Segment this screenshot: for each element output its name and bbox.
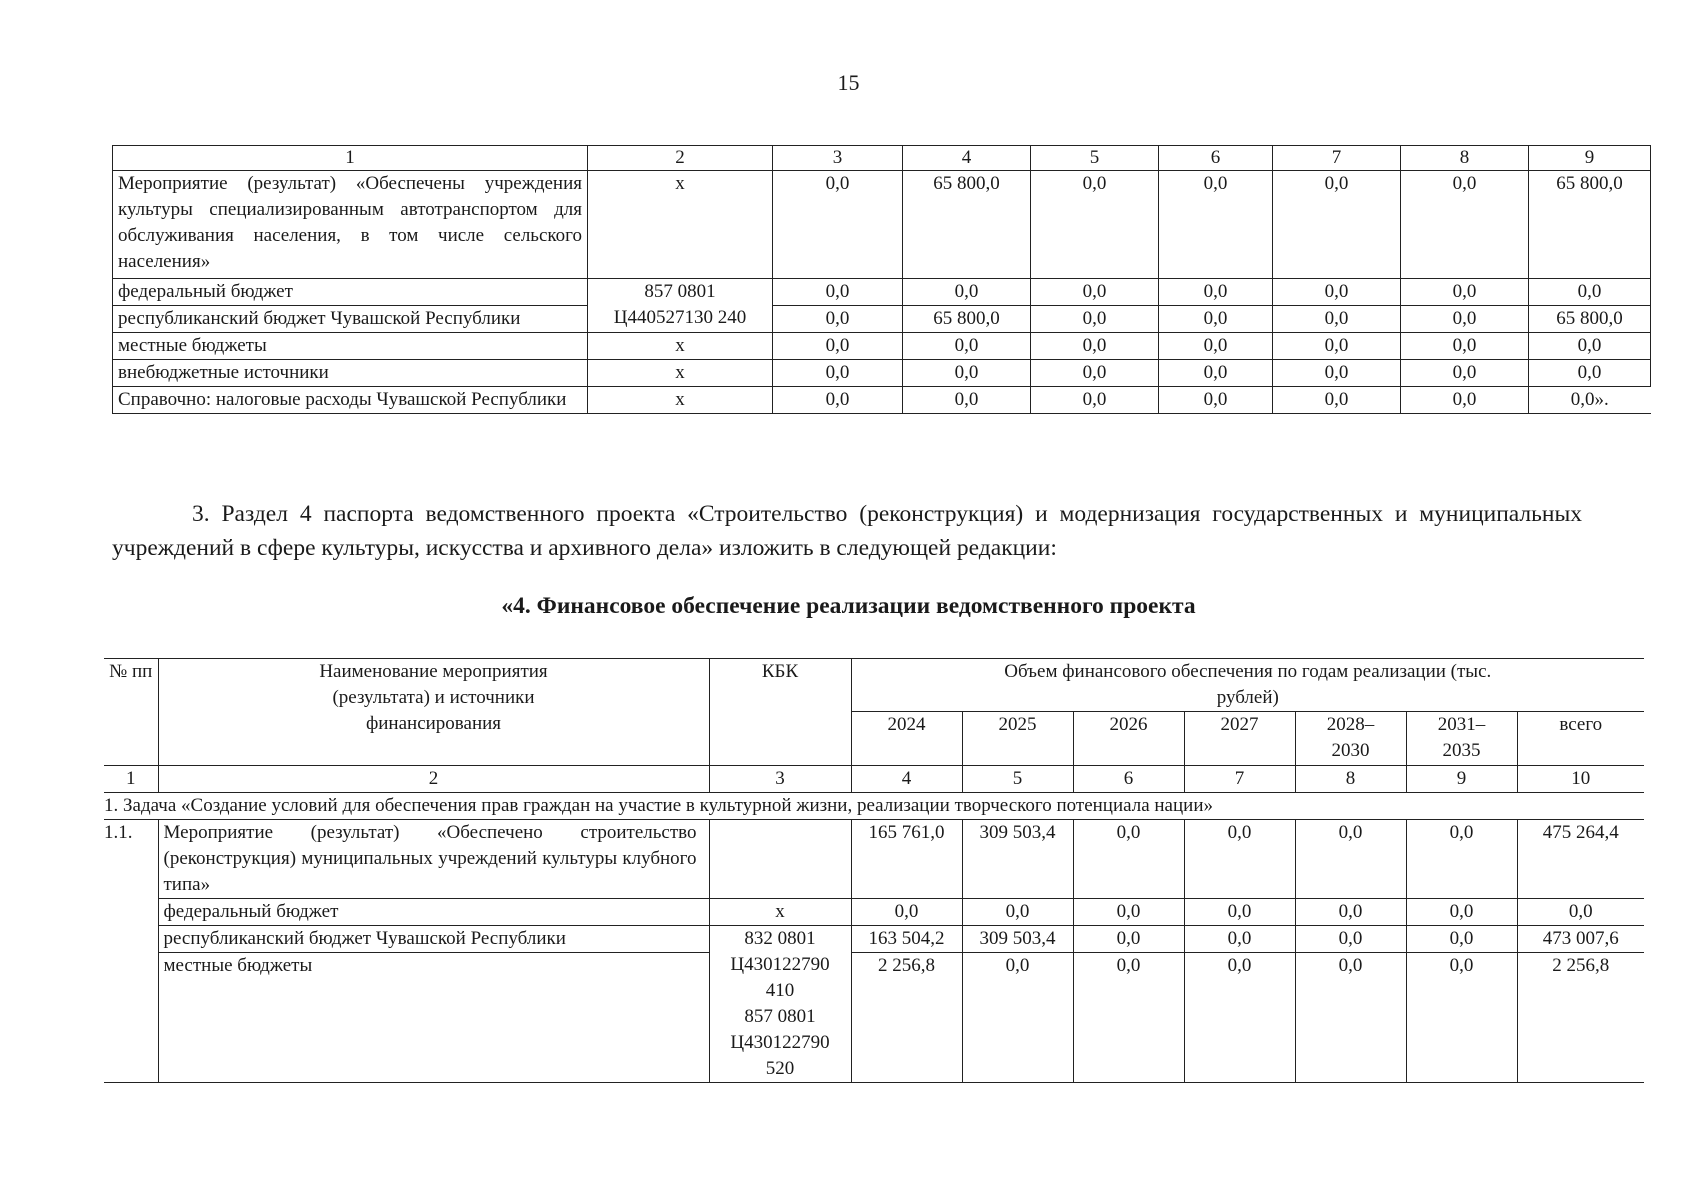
value-cell: 0,0 (1031, 360, 1159, 387)
value-cell: 0,0 (1031, 333, 1159, 360)
value-cell: 65 800,0 (903, 171, 1031, 279)
value-cell: 0,0». (1529, 387, 1651, 414)
amendment-paragraph: 3. Раздел 4 паспорта ведомственного проекта «Строительство (реконструкция) и модернизация государственных и муниципальных учреждений в сфере культуры, искусства и архивного дела» изложить в следующей редакции: (112, 501, 1582, 561)
row-name: Мероприятие (результат) «Обеспечены учреждения культуры специализированным автотранспортом для обслуживания населения, в том числе сельского населения» (113, 171, 588, 279)
continuation-table (112, 145, 1651, 414)
value-cell: 0,0 (1031, 387, 1159, 414)
row-name: Мероприятие (результат) «Обеспечено строительство (реконструкция) муниципальных учреждений культуры клубного типа» (158, 820, 709, 899)
value-cell: 0,0 (851, 899, 962, 926)
section-heading: «4. Финансовое обеспечение реализации ведомственного проекта (501, 593, 1196, 619)
value-cell: 0,0 (1159, 279, 1273, 306)
col-number: 10 (1517, 766, 1644, 793)
col-number: 6 (1159, 146, 1273, 171)
row-name: местные бюджеты (113, 333, 588, 360)
header-year: 2028–2030 (1295, 712, 1406, 766)
table-row (104, 953, 1644, 1083)
row-kbk (709, 820, 851, 899)
value-cell: 0,0 (1401, 171, 1529, 279)
value-cell: 0,0 (1406, 926, 1517, 953)
header-year: 2027 (1184, 712, 1295, 766)
col-number: 6 (1073, 766, 1184, 793)
value-cell: 0,0 (1031, 306, 1159, 333)
value-cell: 165 761,0 (851, 820, 962, 899)
value-cell: 0,0 (773, 387, 903, 414)
value-cell: 0,0 (1273, 279, 1401, 306)
value-cell: 0,0 (1273, 360, 1401, 387)
row-kbk: x (588, 387, 773, 414)
kbk-line: 857 0801 (744, 1006, 816, 1027)
value-cell: 65 800,0 (903, 306, 1031, 333)
col-number: 2 (588, 146, 773, 171)
kbk-line: 832 0801 (744, 928, 816, 949)
value-cell: 0,0 (1517, 899, 1644, 926)
value-cell: 0,0 (1031, 171, 1159, 279)
table-row (104, 926, 1644, 953)
value-cell: 0,0 (1529, 333, 1651, 360)
value-cell: 0,0 (1073, 899, 1184, 926)
value-cell: 0,0 (1406, 899, 1517, 926)
value-cell: 0,0 (962, 953, 1073, 1083)
table-header-row (113, 146, 1651, 171)
value-cell: 0,0 (1401, 279, 1529, 306)
table-row (113, 279, 1651, 306)
header-name: Наименование мероприятия (результата) и источники финансирования (158, 659, 709, 766)
col-number: 7 (1273, 146, 1401, 171)
value-cell: 0,0 (1184, 899, 1295, 926)
row-name: федеральный бюджет (113, 279, 588, 306)
row-name: республиканский бюджет Чувашской Республики (158, 926, 709, 953)
col-number: 3 (773, 146, 903, 171)
value-cell: 0,0 (1159, 171, 1273, 279)
header-volume: Объем финансового обеспечения по годам реализации (тыс. рублей) (851, 659, 1644, 712)
column-number-row (104, 766, 1644, 793)
value-cell: 0,0 (773, 306, 903, 333)
row-kbk: x (588, 360, 773, 387)
value-cell: 0,0 (1401, 360, 1529, 387)
table-row (113, 306, 1651, 333)
item-number: 1.1. (104, 820, 158, 1083)
value-cell: 0,0 (1295, 926, 1406, 953)
header-year: 2026 (1073, 712, 1184, 766)
task-row (104, 793, 1644, 820)
header-kbk: КБК (709, 659, 851, 766)
header-year: 2025 (962, 712, 1073, 766)
value-cell: 0,0 (1529, 279, 1651, 306)
kbk-line: 520 (765, 1058, 795, 1079)
col-number: 3 (709, 766, 851, 793)
row-kbk: x (588, 333, 773, 360)
col-number: 8 (1401, 146, 1529, 171)
value-cell: 0,0 (1406, 820, 1517, 899)
header-year: 2024 (851, 712, 962, 766)
table-row (113, 387, 1651, 414)
header-year: 2031–2035 (1406, 712, 1517, 766)
value-cell: 0,0 (1273, 306, 1401, 333)
col-number: 5 (962, 766, 1073, 793)
value-cell: 0,0 (1073, 820, 1184, 899)
value-cell: 0,0 (903, 279, 1031, 306)
value-cell: 0,0 (1295, 899, 1406, 926)
row-kbk: x (588, 171, 773, 279)
value-cell: 0,0 (1273, 333, 1401, 360)
header-num: № пп (104, 659, 158, 766)
value-cell: 0,0 (1073, 953, 1184, 1083)
col-number: 4 (851, 766, 962, 793)
table-row (104, 899, 1644, 926)
value-cell: 0,0 (903, 387, 1031, 414)
value-cell: 0,0 (1401, 306, 1529, 333)
row-kbk: 857 0801 Ц440527130 240 (588, 279, 773, 333)
header-total: всего (1517, 712, 1644, 766)
value-cell: 2 256,8 (1517, 953, 1644, 1083)
row-name: федеральный бюджет (158, 899, 709, 926)
row-name: местные бюджеты (158, 953, 709, 1083)
value-cell: 0,0 (773, 360, 903, 387)
value-cell: 0,0 (1273, 387, 1401, 414)
table-row (113, 171, 1651, 279)
value-cell: 0,0 (1295, 953, 1406, 1083)
value-cell: 0,0 (1406, 953, 1517, 1083)
table-row (113, 333, 1651, 360)
value-cell: 65 800,0 (1529, 306, 1651, 333)
value-cell: 0,0 (1184, 926, 1295, 953)
value-cell: 0,0 (773, 171, 903, 279)
table-header-row (104, 659, 1644, 712)
value-cell: 65 800,0 (1529, 171, 1651, 279)
value-cell: 0,0 (903, 333, 1031, 360)
value-cell: 475 264,4 (1517, 820, 1644, 899)
task-title: 1. Задача «Создание условий для обеспечения прав граждан на участие в культурной жизни, реализации творческого потенциала нации» (104, 793, 1644, 820)
row-name: внебюджетные источники (113, 360, 588, 387)
col-number: 5 (1031, 146, 1159, 171)
col-number: 4 (903, 146, 1031, 171)
col-number: 7 (1184, 766, 1295, 793)
row-kbk (709, 926, 851, 1083)
value-cell: 0,0 (1184, 820, 1295, 899)
table-row (104, 820, 1644, 899)
value-cell: 0,0 (1401, 333, 1529, 360)
value-cell: 0,0 (1159, 306, 1273, 333)
value-cell: 0,0 (903, 360, 1031, 387)
kbk-line: Ц430122790 (730, 1032, 830, 1053)
value-cell: 309 503,4 (962, 820, 1073, 899)
kbk-line: Ц430122790 (730, 954, 830, 975)
col-number: 1 (113, 146, 588, 171)
col-number: 9 (1406, 766, 1517, 793)
value-cell: 0,0 (1159, 333, 1273, 360)
col-number: 2 (158, 766, 709, 793)
financing-table (104, 658, 1644, 1083)
value-cell: 0,0 (1295, 820, 1406, 899)
value-cell: 0,0 (1401, 387, 1529, 414)
value-cell: 0,0 (773, 333, 903, 360)
value-cell: 0,0 (1159, 360, 1273, 387)
row-name: Справочно: налоговые расходы Чувашской Республики (113, 387, 588, 414)
value-cell: 309 503,4 (962, 926, 1073, 953)
value-cell: 163 504,2 (851, 926, 962, 953)
col-number: 1 (104, 766, 158, 793)
value-cell: 2 256,8 (851, 953, 962, 1083)
value-cell: 0,0 (1031, 279, 1159, 306)
value-cell: 0,0 (1073, 926, 1184, 953)
col-number: 8 (1295, 766, 1406, 793)
value-cell: 473 007,6 (1517, 926, 1644, 953)
value-cell: 0,0 (1184, 953, 1295, 1083)
value-cell: 0,0 (773, 279, 903, 306)
value-cell: 0,0 (1159, 387, 1273, 414)
value-cell: 0,0 (962, 899, 1073, 926)
row-name: республиканский бюджет Чувашской Республики (113, 306, 588, 333)
page-number: 15 (837, 70, 860, 95)
col-number: 9 (1529, 146, 1651, 171)
kbk-line: 410 (765, 980, 795, 1001)
table-row (113, 360, 1651, 387)
value-cell: 0,0 (1529, 360, 1651, 387)
value-cell: 0,0 (1273, 171, 1401, 279)
row-kbk: x (709, 899, 851, 926)
